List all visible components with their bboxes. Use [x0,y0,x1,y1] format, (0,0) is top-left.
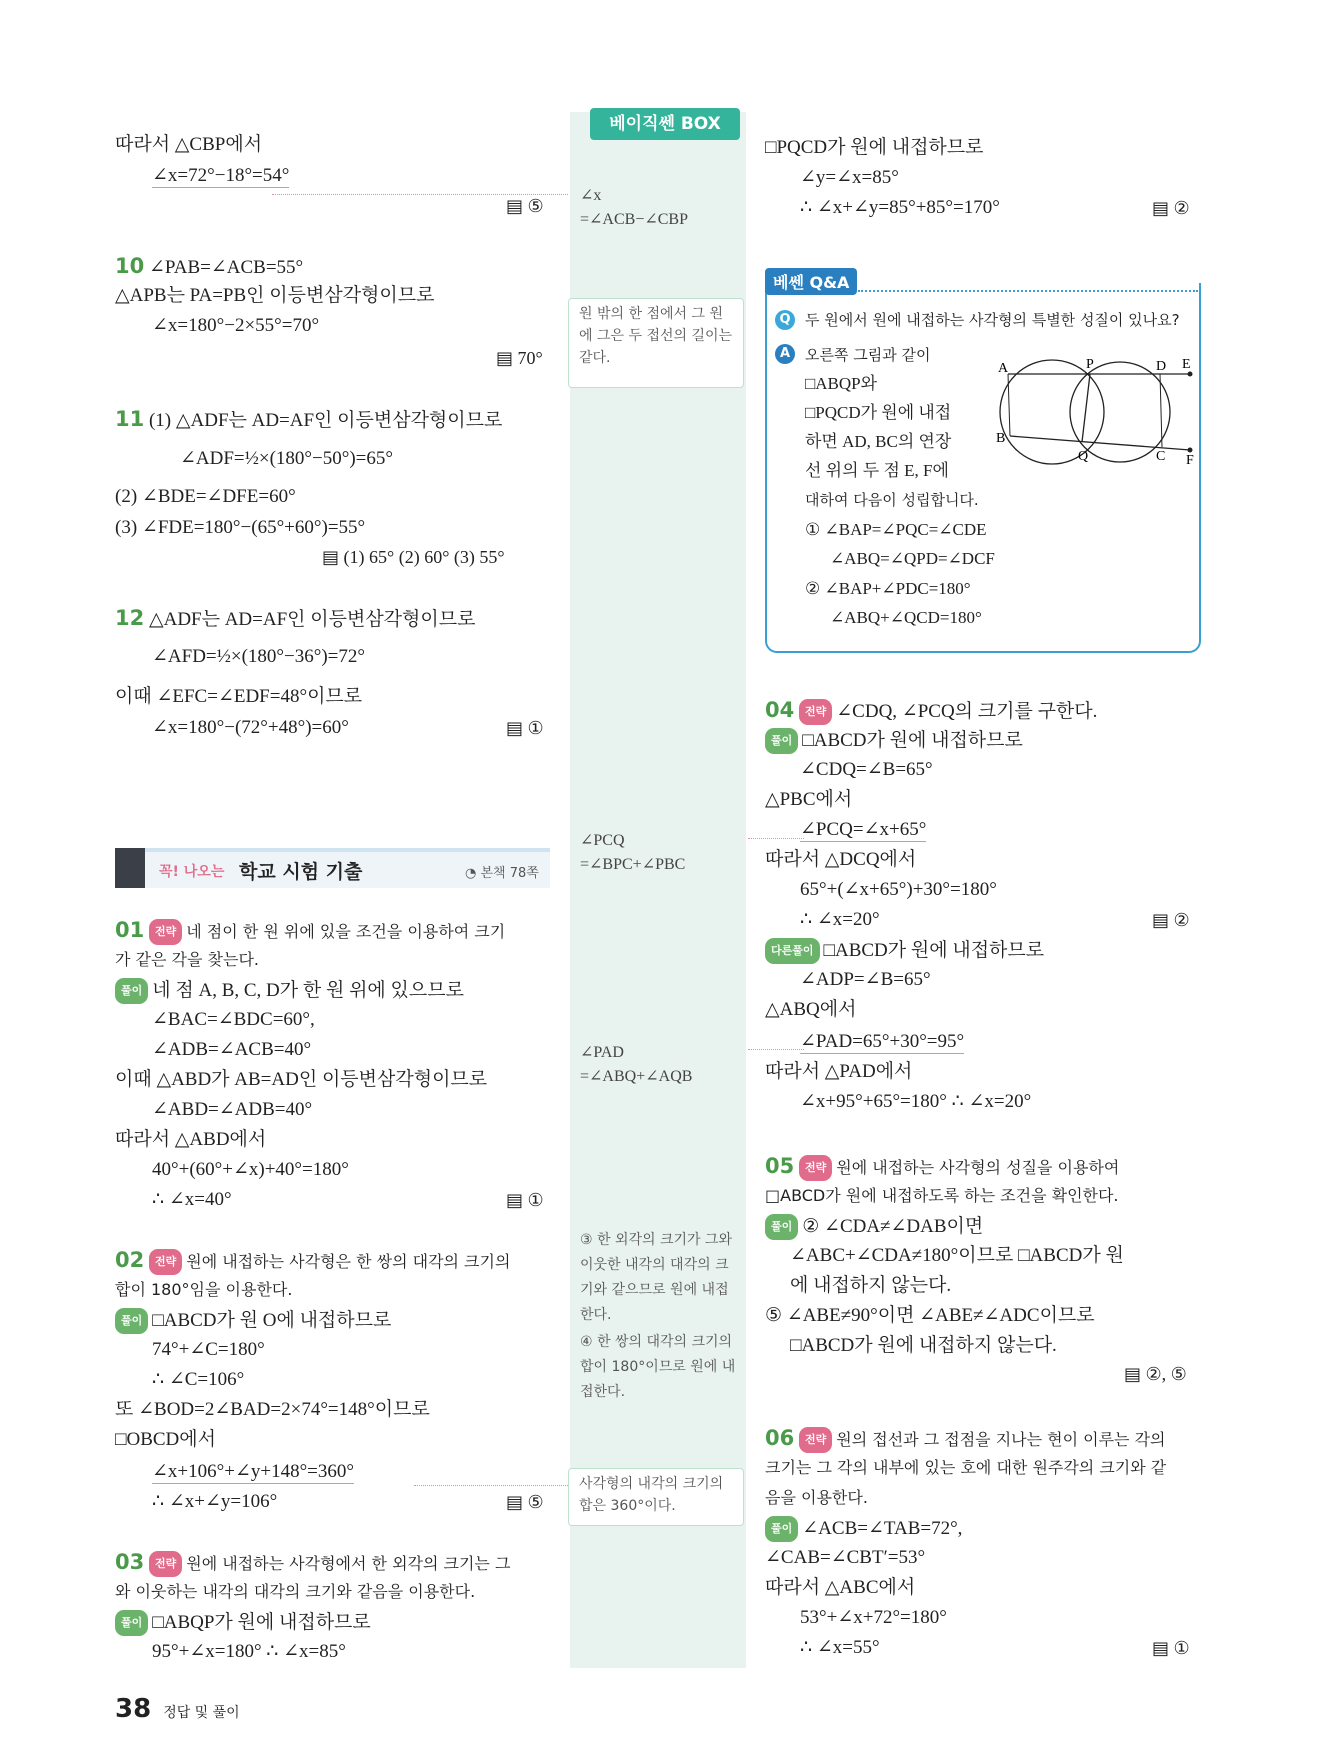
strategy-text: 와 이웃하는 내각의 대각의 크기와 같음을 이용한다. [115,1582,476,1601]
two-circles-figure [990,350,1200,470]
problem-number: 01 [115,918,145,942]
point-label: Q [1078,449,1089,464]
text-line: 따라서 △DCQ에서 [765,849,917,870]
answer-11: ▤ (1) 65° (2) 60° (3) 55° [322,547,505,567]
text-line: ∠y=∠x=85° [800,167,899,188]
text-line: ∴ ∠x+∠y=106° [152,1491,278,1512]
note-5: ③ 한 외각의 크기가 그와 이웃한 내각의 대각의 크기와 같으므로 원에 내접한다. [580,1232,733,1323]
note-4b: =∠ABQ+∠AQB [580,1068,693,1085]
strategy-text: 합이 180°임을 이용한다. [115,1280,293,1299]
answer-06: ▤ ① [1152,1638,1190,1658]
note-3a: ∠PCQ [580,832,625,849]
text-line: ∠ABD=∠ADB=40° [152,1099,313,1120]
note-6: ④ 한 쌍의 대각의 크기의 합이 180°이므로 원에 내접한다. [580,1334,736,1400]
text-line: ∴ ∠x=40° [152,1189,232,1210]
text-line: 따라서 △ABC에서 [765,1577,916,1598]
qa-answer-line: □ABQP와 [805,374,878,393]
text-line: △ADF는 AD=AF인 이등변삼각형이므로 [148,609,476,630]
text-line: ∠CDQ=∠B=65° [800,759,933,780]
strategy-text: 원에 내접하는 사각형의 성질을 이용하여 [836,1158,1120,1177]
solution-tag: 풀이 [765,1516,798,1542]
answer-01: ▤ ① [506,1190,544,1210]
text-line: 95°+∠x=180° ∴ ∠x=85° [152,1641,346,1662]
text-line: ∠ADF=½×(180°−50°)=65° [180,448,393,469]
text-line: 65°+(∠x+65°)+30°=180° [800,879,997,900]
answer-10: ▤ 70° [496,348,543,368]
point-label: P [1086,357,1094,372]
text-line: ∠x=180°−2×55°=70° [152,315,320,336]
text-line: ∠x=72°−18°=54° [152,165,290,186]
strategy-text: □ABCD가 원에 내접하도록 하는 조건을 확인한다. [765,1186,1119,1205]
text-line: 40°+(60°+∠x)+40°=180° [152,1159,349,1180]
answer-05: ▤ ②, ⑤ [1124,1364,1187,1384]
point-label: C [1156,449,1166,464]
strategy-tag: 전략 [799,1155,832,1181]
point-label: F [1186,453,1194,468]
qa-answer-line: 오른쪽 그림과 같이 [805,346,931,364]
answer-04: ▤ ② [1152,910,1190,930]
solution-tag: 풀이 [765,1214,798,1240]
text-line: (2) ∠BDE=∠DFE=60° [115,486,296,507]
text-line: ∴ ∠C=106° [152,1369,245,1390]
text-line: ∠PAB=∠ACB=55° [148,257,304,278]
page-number: 38 [115,1694,152,1724]
strategy-tag: 전략 [149,919,182,945]
question-icon: Q [775,310,795,330]
book-ref: ◔ 본책 78쪽 [465,866,539,881]
school-title: 학교 시험 기출 [239,861,363,883]
problem-number: 12 [115,606,145,630]
strategy-text: 크기는 그 각의 내부에 있는 호에 대한 원주각의 크기와 같 [765,1458,1167,1477]
qa-answer-line: ∠ABQ=∠QPD=∠DCF [830,549,995,568]
text-line: ∠AFD=½×(180°−36°)=72° [152,646,365,667]
text-line: 또 ∠BOD=2∠BAD=2×74°=148°이므로 [115,1399,430,1420]
text-line: ∴ ∠x=55° [800,1637,880,1658]
text-line: 네 점 A, B, C, D가 한 원 위에 있으므로 [152,980,464,1001]
note-1b: =∠ACB−∠CBP [580,211,688,228]
point-label: D [1156,359,1167,374]
text-line: ∠ADP=∠B=65° [800,969,931,990]
point-label: B [996,431,1006,446]
text-line: ∠ABC+∠CDA≠180°이므로 □ABCD가 원 [790,1245,1124,1266]
text-line: ∠ACB=∠TAB=72°, [802,1518,963,1539]
strategy-text: 음을 이용한다. [765,1488,868,1507]
solution-tag: 풀이 [115,978,148,1004]
answer-02: ▤ ⑤ [506,1492,544,1512]
note-3b: =∠BPC+∠PBC [580,856,686,873]
problem-number: 04 [765,698,795,722]
qa-answer-line: ② ∠BAP+∠PDC=180° [805,579,971,598]
page-footer [115,1694,240,1724]
connector [748,1049,804,1050]
problem-number: 02 [115,1248,145,1272]
text-line: 53°+∠x+72°=180° [800,1607,947,1628]
strategy-tag: 전략 [149,1249,182,1275]
strategy-text: 네 점이 한 원 위에 있을 조건을 이용하여 크기 [186,922,506,941]
strategy-text: 가 같은 각을 찾는다. [115,950,259,969]
text-line: 따라서 △ABD에서 [115,1129,267,1150]
text-line: □PQCD가 원에 내접하므로 [765,137,984,158]
text-line: ∠ADB=∠ACB=40° [152,1039,312,1060]
text-line: 따라서 △PAD에서 [765,1061,913,1082]
text-line: (1) △ADF는 AD=AF인 이등변삼각형이므로 [148,410,503,431]
text-line: ∴ ∠x=20° [800,909,880,930]
text-line: 이때 △ABD가 AB=AD인 이등변삼각형이므로 [115,1069,488,1090]
text-line: ∠x=180°−(72°+48°)=60° [152,717,349,738]
problem-number: 03 [115,1550,145,1574]
qa-answer-line: 대하여 다음이 성립합니다. [805,491,979,509]
note-4a: ∠PAD [580,1044,624,1061]
text-line: ∠BAC=∠BDC=60°, [152,1009,315,1030]
solution-tag: 풀이 [115,1610,148,1636]
text-line: □ABCD가 원에 내접하지 않는다. [790,1335,1057,1356]
text-line: 따라서 △CBP에서 [115,134,263,155]
qa-answer-line: 하면 AD, BC의 연장 [805,432,952,451]
strategy-text: 원에 내접하는 사각형에서 한 외각의 크기는 그 [186,1554,511,1573]
problem-number: 11 [115,407,145,431]
qa-question: 두 원에서 원에 내접하는 사각형의 특별한 성질이 있나요? [805,311,1180,329]
text-line: □ABCD가 원 O에 내접하므로 [152,1310,392,1331]
basic-box-title: 베이직쎈 BOX [590,108,740,140]
other-solution-tag: 다른풀이 [765,938,820,964]
strategy-tag: 전략 [149,1551,182,1577]
qa-answer-line: ① ∠BAP=∠PQC=∠CDE [805,520,987,539]
text-line: 이때 ∠EFC=∠EDF=48°이므로 [115,686,363,707]
qa-answer-line: ∠ABQ+∠QCD=180° [830,608,982,627]
text-line: ∠x+95°+65°=180° ∴ ∠x=20° [800,1091,1032,1112]
text-line: (3) ∠FDE=180°−(65°+60°)=55° [115,517,366,538]
text-line: ② ∠CDA≠∠DAB이면 [802,1216,984,1237]
text-line: ∠x+106°+∠y+148°=360° [152,1461,354,1482]
text-line: ∠CAB=∠CBT′=53° [765,1547,926,1568]
note-1a: ∠x [580,187,602,204]
strategy-text: 원의 접선과 그 접점을 지나는 현이 이루는 각의 [836,1430,1166,1449]
answer-icon: A [775,344,795,364]
solution-tag: 풀이 [765,728,798,754]
school-test-header [115,848,550,888]
problem-number: 06 [765,1426,795,1450]
problem-number: 05 [765,1154,795,1178]
text-line: △ABQ에서 [765,999,857,1020]
text-line: □ABCD가 원에 내접하므로 [823,940,1045,961]
text-line: ∴ ∠x+∠y=85°+85°=170° [800,197,1000,218]
text-line: 74°+∠C=180° [152,1339,265,1360]
text-line: ∠PCQ=∠x+65° [800,819,927,840]
note-sum-box: 사각형의 내각의 크기의 합은 360°이다. [568,1468,744,1526]
answer-9: ▤ ⑤ [506,196,544,216]
text-line: △APB는 PA=PB인 이등변삼각형이므로 [115,285,435,306]
point-label: A [998,361,1009,376]
strategy-tag: 전략 [799,699,832,725]
answer-03: ▤ ② [1152,198,1190,218]
connector [748,838,804,839]
problem-number: 10 [115,254,145,278]
solution-tag: 풀이 [115,1308,148,1334]
strategy-text: 원에 내접하는 사각형은 한 쌍의 대각의 크기의 [186,1252,511,1271]
text-line: △PBC에서 [765,789,853,810]
text-line: □OBCD에서 [115,1429,216,1450]
qa-answer-line: □PQCD가 원에 내접 [805,403,952,422]
text-line: □ABQP가 원에 내접하므로 [152,1612,371,1633]
connector [414,1485,568,1486]
qa-answer-line: 선 위의 두 점 E, F에 [805,461,949,480]
answer-12: ▤ ① [506,718,544,738]
strategy-text: ∠CDQ, ∠PCQ의 크기를 구한다. [836,701,1098,722]
qa-title: 베쎈 Q&A [765,268,857,295]
text-line: ⑤ ∠ABE≠90°이면 ∠ABE≠∠ADC이므로 [765,1305,1095,1326]
school-tag: 꼭! 나오는 [159,864,225,880]
qa-divider [858,290,1198,292]
note-tangent-box: 원 밖의 한 점에서 그 원에 그은 두 접선의 길이는 같다. [568,298,744,388]
connector [272,194,568,195]
strategy-tag: 전략 [799,1427,832,1453]
text-line: 에 내접하지 않는다. [790,1275,952,1296]
text-line: ∠PAD=65°+30°=95° [800,1031,965,1052]
point-label: E [1182,357,1191,372]
page-label: 정답 및 풀이 [163,1705,240,1721]
text-line: □ABCD가 원에 내접하므로 [802,730,1023,751]
